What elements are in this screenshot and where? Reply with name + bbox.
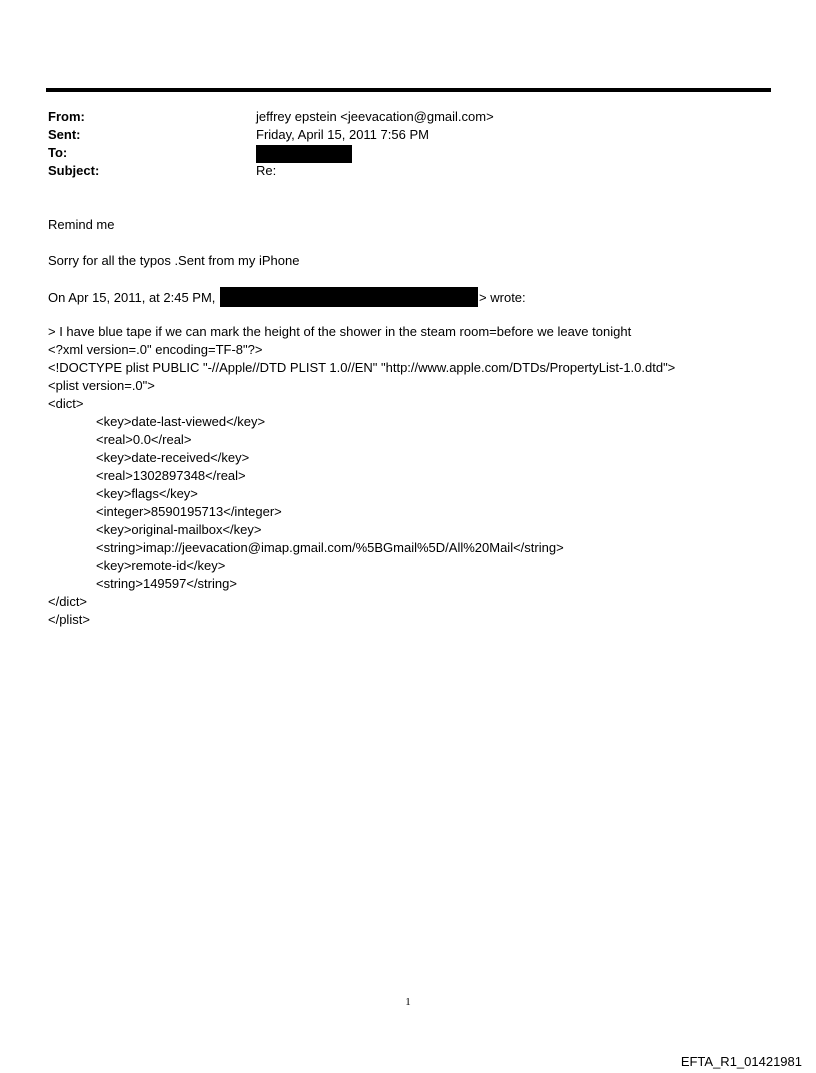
quoted-line: <string>149597</string> (96, 576, 237, 591)
quoted-line: <plist version=.0"> (48, 378, 155, 393)
to-value (256, 144, 352, 163)
attribution-prefix: On Apr 15, 2011, at 2:45 PM, (48, 290, 216, 305)
quoted-line: <dict> (48, 396, 84, 411)
to-label: To: (48, 145, 68, 160)
quoted-line: > I have blue tape if we can mark the height of the shower in the steam room=before we leave tonight (48, 324, 632, 339)
reply-attribution (48, 287, 526, 307)
redaction-block (220, 287, 478, 307)
quoted-line: </plist> (48, 612, 90, 627)
quoted-line: <key>flags</key> (96, 486, 198, 501)
quoted-line: <key>remote-id</key> (96, 558, 226, 573)
attribution-suffix: > wrote: (479, 290, 526, 305)
quoted-line: <real>1302897348</real> (96, 468, 246, 483)
to-row (48, 144, 748, 162)
from-label: From: (48, 109, 85, 124)
message-line-2: Sorry for all the typos .Sent from my iPhone (48, 253, 300, 268)
document-id: EFTA_R1_01421981 (680, 1054, 802, 1069)
sent-label: Sent: (48, 127, 81, 142)
from-value: jeffrey epstein <jeevacation@gmail.com> (256, 109, 494, 124)
page-number: 1 (405, 996, 411, 1008)
sent-value: Friday, April 15, 2011 7:56 PM (256, 127, 429, 142)
email-header (48, 108, 748, 180)
sent-row (48, 126, 748, 144)
subject-row (48, 162, 748, 180)
quoted-line: </dict> (48, 594, 88, 609)
quoted-line: <?xml version=.0" encoding=TF-8"?> (48, 342, 263, 357)
from-row (48, 108, 748, 126)
redaction-block (256, 145, 352, 163)
subject-label: Subject: (48, 163, 100, 178)
quoted-line: <real>0.0</real> (96, 432, 192, 447)
quoted-line: <key>date-last-viewed</key> (96, 414, 266, 429)
quoted-line: <string>imap://jeevacation@imap.gmail.com/%5BGmail%5D/All%20Mail</string> (96, 540, 564, 555)
header-divider (46, 88, 771, 92)
quoted-message (48, 323, 675, 629)
quoted-line: <key>date-received</key> (96, 450, 250, 465)
quoted-line: <!DOCTYPE plist PUBLIC "-//Apple//DTD PLIST 1.0//EN" "http://www.apple.com/DTDs/PropertyList-1.0.dtd"> (48, 360, 676, 375)
subject-value: Re: (256, 163, 277, 178)
quoted-line: <key>original-mailbox</key> (96, 522, 262, 537)
quoted-line: <integer>8590195713</integer> (96, 504, 282, 519)
message-line-1: Remind me (48, 217, 115, 232)
